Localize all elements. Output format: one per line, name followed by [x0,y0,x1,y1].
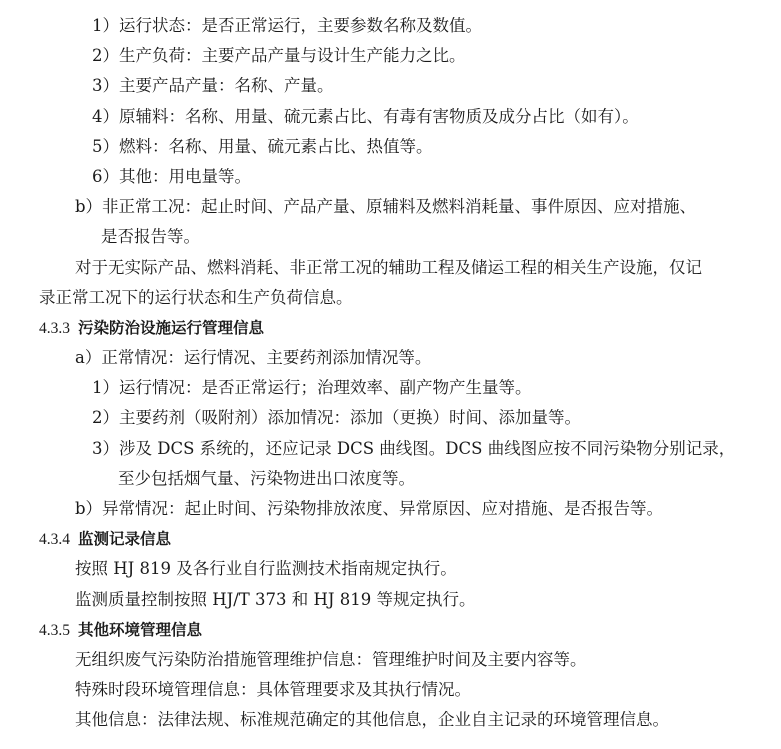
paragraph: 按照 HJ 819 及各行业自行监测技术指南规定执行。 [75,559,457,579]
note-paragraph-continued: 录正常工况下的运行状态和生产负荷信息。 [39,287,353,307]
list-item: 3）涉及 DCS 系统的，还应记录 DCS 曲线图。DCS 曲线图应按不同污染物分别记录， [92,438,736,458]
section-heading-4-3-5 [0,615,781,645]
paragraph: 特殊时段环境管理信息：具体管理要求及其执行情况。 [75,680,471,700]
section-number: 4.3.5 [39,621,70,639]
list-item: 1）运行状态：是否正常运行，主要参数名称及数值。 [92,16,482,35]
section-title: 其他环境管理信息 [78,620,203,639]
list-item-a: a）正常情况：运行情况、主要药剂添加情况等。 [75,348,432,368]
list-item: 1）运行情况：是否正常运行；治理效率、副产物产生量等。 [92,378,532,398]
section-title: 污染防治设施运行管理信息 [78,318,265,337]
list-item-continued: 至少包括烟气量、污染物进出口浓度等。 [118,468,415,488]
note-paragraph: 对于无实际产品、燃料消耗、非正常工况的辅助工程及储运工程的相关生产设施，仅记 [75,257,702,277]
section-number: 4.3.3 [39,319,70,337]
paragraph: 监测质量控制按照 HJ/T 373 和 HJ 819 等规定执行。 [75,589,476,609]
list-item-b-continued: 是否报告等。 [101,227,200,247]
list-item-b: b）异常情况：起止时间、污染物排放浓度、异常原因、应对措施、是否报告等。 [75,499,664,518]
list-item: 6）其他：用电量等。 [92,166,251,186]
list-item: 4）原辅料：名称、用量、硫元素占比、有毒有害物质及成分占比（如有）。 [92,106,639,126]
list-item: 2）主要药剂（吸附剂）添加情况：添加（更换）时间、添加量等。 [92,408,581,428]
section-number: 4.3.4 [39,531,70,549]
section-heading-4-3-4 [0,524,781,554]
list-item: 2）生产负荷：主要产品产量与设计生产能力之比。 [92,46,466,66]
section-heading-4-3-3 [0,313,781,343]
paragraph: 其他信息：法律法规、标准规范确定的其他信息，企业自主记录的环境管理信息。 [75,710,669,730]
document-body [0,11,781,736]
list-item-b: b）非正常工况：起止时间、产品产量、原辅料及燃料消耗量、事件原因、应对措施、 [75,197,697,217]
list-item: 3）主要产品产量：名称、产量。 [92,76,334,96]
section-title: 监测记录信息 [78,530,172,549]
paragraph: 无组织废气污染防治措施管理维护信息：管理维护时间及主要内容等。 [75,649,587,669]
list-item: 5）燃料：名称、用量、硫元素占比、热值等。 [92,136,433,156]
